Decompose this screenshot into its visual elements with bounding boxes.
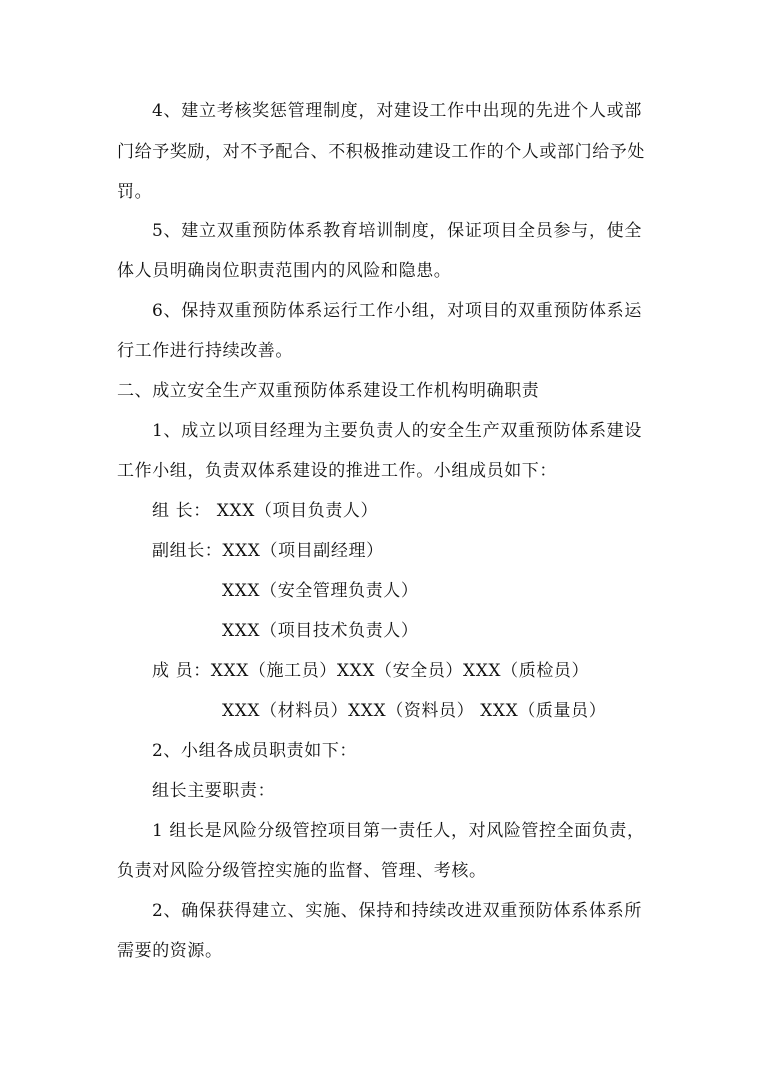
para-6-line-1: 6、保持双重预防体系运行工作小组，对项目的双重预防体系运 [152, 301, 642, 321]
duty-2-line-2: 需要的资源。 [117, 941, 223, 961]
section-2-para-1-line-2: 工作小组，负责双体系建设的推进工作。小组成员如下： [117, 461, 557, 481]
para-4-line-1: 4、建立考核奖惩管理制度，对建设工作中出现的先进个人或部 [152, 101, 642, 121]
duty-1-line-1: 1 组长是风险分级管控项目第一责任人，对风险管控全面负责， [152, 821, 645, 841]
team-members-1: 成 员：XXX（施工员）XXX（安全员）XXX（质检员） [152, 661, 590, 681]
para-4-line-3: 罚。 [117, 182, 153, 202]
section-2-para-1-line-1: 1、成立以项目经理为主要负责人的安全生产双重预防体系建设 [152, 421, 642, 441]
para-4-line-2: 门给予奖励，对不予配合、不积极推动建设工作的个人或部门给予处 [117, 142, 645, 162]
team-deputy-3: XXX（项目技术负责人） [222, 621, 419, 641]
para-5-line-1: 5、建立双重预防体系教育培训制度，保证项目全员参与，使全 [152, 221, 642, 241]
section-heading-2: 二、成立安全生产双重预防体系建设工作机构明确职责 [117, 381, 540, 401]
team-leader: 组 长： XXX（项目负责人） [152, 501, 379, 521]
duty-1-line-2: 负责对风险分级管控实施的监督、管理、考核。 [117, 861, 487, 881]
leader-duties-title: 组长主要职责： [152, 781, 276, 801]
para-6-line-2: 行工作进行持续改善。 [117, 341, 293, 361]
para-5-line-2: 体人员明确岗位职责范围内的风险和隐患。 [117, 261, 452, 281]
section-2-para-2: 2、小组各成员职责如下： [152, 741, 358, 761]
team-members-2: XXX（材料员）XXX（资料员） XXX（质量员） [222, 701, 607, 721]
team-deputy-2: XXX（安全管理负责人） [222, 581, 419, 601]
duty-2-line-1: 2、确保获得建立、实施、保持和持续改进双重预防体系体系所 [152, 901, 642, 921]
team-deputy-1: 副组长：XXX（项目副经理） [152, 541, 384, 561]
